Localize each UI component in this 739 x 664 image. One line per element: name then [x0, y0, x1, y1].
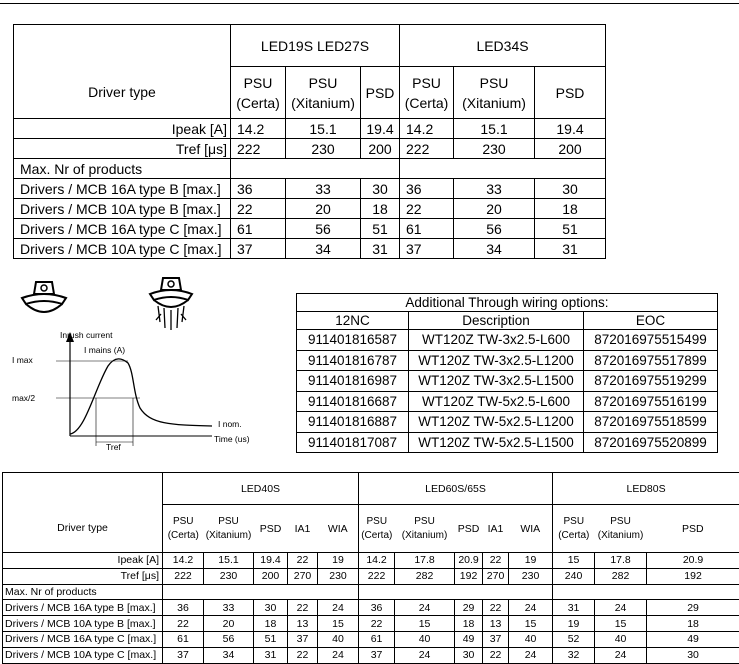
- cell: 22: [288, 647, 318, 663]
- col-psu-xitanium: PSU (Xitanium): [454, 67, 535, 119]
- imax-label: I max: [12, 355, 33, 365]
- tref-label: Tref: [106, 442, 121, 452]
- cell: 40: [318, 631, 359, 647]
- cell: 13: [288, 616, 318, 632]
- cell: 49: [455, 631, 483, 647]
- cell: 19: [553, 616, 595, 632]
- cell: 19: [509, 553, 553, 569]
- inrush-curve: [70, 359, 212, 434]
- cell: 34: [454, 239, 535, 259]
- group-header-led40s: LED40S: [163, 473, 359, 505]
- cell: 270: [288, 568, 318, 584]
- cell: 14.2: [400, 119, 454, 139]
- cell: 24: [395, 600, 455, 616]
- cell: 37: [288, 631, 318, 647]
- row-label: Drivers / MCB 16A type B [max.]: [14, 179, 231, 199]
- cell: 911401817087: [297, 432, 409, 453]
- row-label: Drivers / MCB 16A type B [max.]: [3, 600, 163, 616]
- cell: 15: [553, 553, 595, 569]
- row-label: Drivers / MCB 10A type B [max.]: [3, 616, 163, 632]
- table-row: [297, 330, 718, 351]
- cell: 911401816587: [297, 330, 409, 351]
- cell: 872016975519299: [584, 371, 718, 392]
- cell: 31: [254, 647, 288, 663]
- luminaire-icon: [16, 276, 72, 324]
- cell: 15.1: [204, 553, 254, 569]
- luminaire-inrush-icon: [146, 274, 196, 332]
- col-ia1: IA1: [288, 505, 318, 553]
- table-row: [3, 584, 739, 600]
- cell: 18: [455, 616, 483, 632]
- cell: 192: [647, 568, 739, 584]
- cell: 29: [455, 600, 483, 616]
- led19s-led27s-led34s-table: [13, 24, 606, 259]
- cell: 17.8: [395, 553, 455, 569]
- cell: WT120Z TW-3x2.5-L600: [409, 330, 584, 351]
- table-row: [14, 119, 606, 139]
- table-row: [3, 553, 739, 569]
- cell: 37: [400, 239, 454, 259]
- cell: 24: [509, 600, 553, 616]
- driver-type-label: Driver type: [3, 505, 163, 553]
- cell: WT120Z TW-5x2.5-L1500: [409, 432, 584, 453]
- row-label: Drivers / MCB 10A type C [max.]: [3, 647, 163, 663]
- table-row: [297, 412, 718, 433]
- col-wia: WIA: [318, 505, 359, 553]
- cell: 15.1: [286, 119, 361, 139]
- cell: 40: [395, 631, 455, 647]
- cell: 230: [286, 139, 361, 159]
- cell: 22: [288, 600, 318, 616]
- cell: 14.2: [231, 119, 286, 139]
- cell: 872016975516199: [584, 391, 718, 412]
- cell: 282: [395, 568, 455, 584]
- cell: 36: [231, 179, 286, 199]
- group-header-led80s: LED80S: [553, 473, 739, 505]
- col-wia: WIA: [509, 505, 553, 553]
- row-label: Tref [μs]: [3, 568, 163, 584]
- cell: 18: [535, 199, 606, 219]
- table-row: [3, 631, 739, 647]
- cell: 282: [595, 568, 647, 584]
- row-label: Ipeak [A]: [3, 553, 163, 569]
- cell: 37: [483, 631, 509, 647]
- cell: 230: [454, 139, 535, 159]
- group-header-led34s: LED34S: [400, 25, 606, 67]
- through-wiring-table: [296, 293, 718, 453]
- cell: 872016975515499: [584, 330, 718, 351]
- table-row: [14, 199, 606, 219]
- cell: 911401816787: [297, 350, 409, 371]
- cell: 40: [595, 631, 647, 647]
- cell: 19.4: [254, 553, 288, 569]
- inom-label: I nom.: [218, 419, 242, 429]
- cell: 37: [231, 239, 286, 259]
- cell: 33: [204, 600, 254, 616]
- cell: 240: [553, 568, 595, 584]
- driver-type-label: Driver type: [14, 67, 231, 119]
- cell: 24: [318, 600, 359, 616]
- header-12nc: 12NC: [297, 312, 409, 330]
- row-label: Drivers / MCB 10A type C [max.]: [14, 239, 231, 259]
- cell: 30: [455, 647, 483, 663]
- col-psu-xitanium: PSU (Xitanium): [204, 505, 254, 553]
- inrush-current-chart: [0, 328, 285, 454]
- col-psd: PSD: [535, 67, 606, 119]
- cell: 19.4: [361, 119, 400, 139]
- table-row: [297, 312, 718, 330]
- cell: 22: [359, 616, 395, 632]
- cell: 15: [318, 616, 359, 632]
- cell: 61: [400, 219, 454, 239]
- cell: 22: [400, 199, 454, 219]
- cell: 230: [318, 568, 359, 584]
- table-row: [14, 179, 606, 199]
- col-psd: PSD: [455, 505, 483, 553]
- cell: 24: [509, 647, 553, 663]
- cell: 20.9: [647, 553, 739, 569]
- cell: 49: [647, 631, 739, 647]
- cell: 230: [509, 568, 553, 584]
- cell: 56: [454, 219, 535, 239]
- cell: 20: [204, 616, 254, 632]
- cell: WT120Z TW-3x2.5-L1500: [409, 371, 584, 392]
- table-row: [14, 239, 606, 259]
- cell: 911401816687: [297, 391, 409, 412]
- table-row: [14, 25, 606, 67]
- cell: 33: [454, 179, 535, 199]
- col-psu-certa: PSU (Certa): [553, 505, 595, 553]
- max-nr-label: Max. Nr of products: [3, 584, 163, 600]
- cell: 51: [254, 631, 288, 647]
- table-row: [3, 505, 739, 553]
- table-row: [297, 294, 718, 312]
- cell: 36: [400, 179, 454, 199]
- table-row: [3, 473, 739, 505]
- cell: 31: [361, 239, 400, 259]
- table-row: [297, 391, 718, 412]
- row-label: Drivers / MCB 16A type C [max.]: [14, 219, 231, 239]
- table-row: [14, 159, 606, 179]
- cell: 30: [647, 647, 739, 663]
- cell: 15.1: [454, 119, 535, 139]
- cell: 15: [595, 616, 647, 632]
- table-row: [3, 600, 739, 616]
- col-psd: PSD: [254, 505, 288, 553]
- col-psu-xitanium: PSU (Xitanium): [286, 67, 361, 119]
- cell: 911401816887: [297, 412, 409, 433]
- cell: 34: [204, 647, 254, 663]
- mains-label: I mains (A): [84, 345, 126, 355]
- cell: 270: [483, 568, 509, 584]
- cell: 200: [254, 568, 288, 584]
- cell: 22: [163, 616, 204, 632]
- cell: 30: [254, 600, 288, 616]
- cell: 20.9: [455, 553, 483, 569]
- cell: 13: [483, 616, 509, 632]
- cell: 872016975520899: [584, 432, 718, 453]
- cell: 40: [509, 631, 553, 647]
- cell: 24: [318, 647, 359, 663]
- col-psu-certa: PSU (Certa): [231, 67, 286, 119]
- cell: 56: [286, 219, 361, 239]
- table-row: [3, 568, 739, 584]
- cell: 51: [361, 219, 400, 239]
- row-label: Ipeak [A]: [14, 119, 231, 139]
- cell: 22: [483, 647, 509, 663]
- cell: 872016975518599: [584, 412, 718, 433]
- cell: 15: [509, 616, 553, 632]
- header-description: Description: [409, 312, 584, 330]
- col-ia1: IA1: [483, 505, 509, 553]
- cell: 22: [231, 199, 286, 219]
- cell: 32: [553, 647, 595, 663]
- row-label: Tref [μs]: [14, 139, 231, 159]
- cell: WT120Z TW-3x2.5-L1200: [409, 350, 584, 371]
- cell: 192: [455, 568, 483, 584]
- col-psd: PSD: [361, 67, 400, 119]
- cell: 200: [361, 139, 400, 159]
- cell: 911401816987: [297, 371, 409, 392]
- cell: 222: [400, 139, 454, 159]
- table-row: [3, 616, 739, 632]
- cell: 33: [286, 179, 361, 199]
- cell: 22: [483, 553, 509, 569]
- table-row: [14, 219, 606, 239]
- col-psu-xitanium: PSU (Xitanium): [595, 505, 647, 553]
- cell: 61: [231, 219, 286, 239]
- col-psu-certa: PSU (Certa): [400, 67, 454, 119]
- cell: 31: [535, 239, 606, 259]
- led40s-led60s-led80s-table: [2, 472, 739, 664]
- table-row: [297, 371, 718, 392]
- cell: 14.2: [163, 553, 204, 569]
- cell: 31: [553, 600, 595, 616]
- time-label: Time (us): [214, 434, 250, 444]
- cell: 14.2: [359, 553, 395, 569]
- cell: 20: [286, 199, 361, 219]
- col-psu-certa: PSU (Certa): [359, 505, 395, 553]
- header-eoc: EOC: [584, 312, 718, 330]
- cell: 222: [231, 139, 286, 159]
- cell: 872016975517899: [584, 350, 718, 371]
- cell: 36: [359, 600, 395, 616]
- cell: 222: [359, 568, 395, 584]
- cell: 24: [595, 600, 647, 616]
- group-header-led60s-65s: LED60S/65S: [359, 473, 553, 505]
- cell: 61: [359, 631, 395, 647]
- cell: 24: [395, 647, 455, 663]
- col-psu-xitanium: PSU (Xitanium): [395, 505, 455, 553]
- cell: 18: [647, 616, 739, 632]
- cell: 15: [395, 616, 455, 632]
- cell: 30: [535, 179, 606, 199]
- cell: WT120Z TW-5x2.5-L600: [409, 391, 584, 412]
- cell: 22: [288, 553, 318, 569]
- cell: WT120Z TW-5x2.5-L1200: [409, 412, 584, 433]
- cell: 51: [535, 219, 606, 239]
- cell: 37: [163, 647, 204, 663]
- top-rule: [0, 3, 739, 4]
- inrush-label: Inrush current: [60, 330, 113, 340]
- cell: 20: [454, 199, 535, 219]
- half-max-label: max/2: [12, 393, 36, 403]
- cell: 52: [553, 631, 595, 647]
- cell: 19: [318, 553, 359, 569]
- cell: 37: [359, 647, 395, 663]
- row-label: Drivers / MCB 10A type B [max.]: [14, 199, 231, 219]
- cell: 30: [361, 179, 400, 199]
- cell: 18: [361, 199, 400, 219]
- cell: 200: [535, 139, 606, 159]
- cell: 34: [286, 239, 361, 259]
- cell: 17.8: [595, 553, 647, 569]
- cell: 22: [483, 600, 509, 616]
- group-header-led19s-led27s: LED19S LED27S: [231, 25, 400, 67]
- col-psd: PSD: [647, 505, 739, 553]
- cell: 18: [254, 616, 288, 632]
- table-row: [3, 647, 739, 663]
- col-psu-certa: PSU (Certa): [163, 505, 204, 553]
- row-label: Drivers / MCB 16A type C [max.]: [3, 631, 163, 647]
- cell: 36: [163, 600, 204, 616]
- table-row: [14, 67, 606, 119]
- cell: 230: [204, 568, 254, 584]
- cell: 29: [647, 600, 739, 616]
- table-row: [14, 139, 606, 159]
- cell: 19.4: [535, 119, 606, 139]
- cell: 61: [163, 631, 204, 647]
- wiring-title: Additional Through wiring options:: [297, 294, 718, 312]
- table-row: [297, 350, 718, 371]
- max-nr-label: Max. Nr of products: [14, 159, 231, 179]
- cell: 24: [595, 647, 647, 663]
- table-row: [297, 432, 718, 453]
- cell: 222: [163, 568, 204, 584]
- cell: 56: [204, 631, 254, 647]
